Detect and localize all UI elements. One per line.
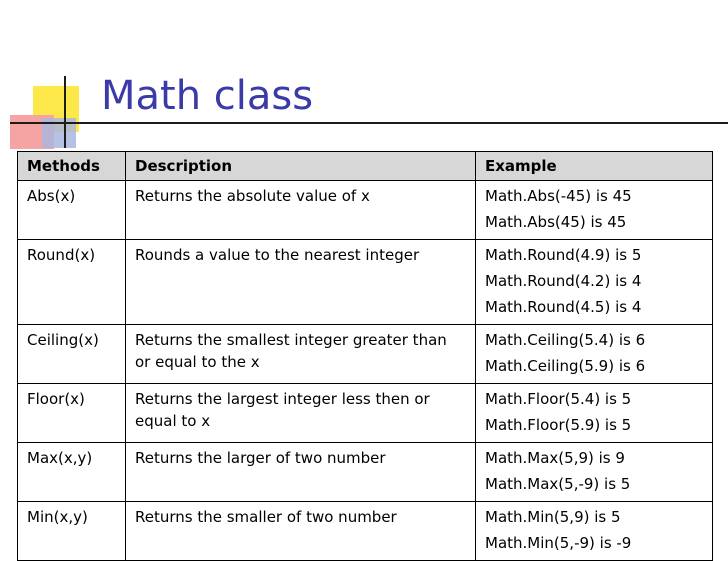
slide-title: Math class xyxy=(101,73,314,119)
description-line: Rounds a value to the nearest integer xyxy=(135,246,420,264)
example-cell xyxy=(476,240,713,325)
example-line: Math.Max(5,-9) is 5 xyxy=(485,475,631,493)
description-line: Returns the larger of two number xyxy=(135,449,386,467)
method-cell: Abs(x) xyxy=(18,181,126,240)
description-line: or equal to the x xyxy=(135,353,260,371)
example-line: Math.Abs(45) is 45 xyxy=(485,213,627,231)
example-cell xyxy=(476,325,713,384)
description-cell xyxy=(126,502,476,561)
method-cell: Ceiling(x) xyxy=(18,325,126,384)
decor-vertical-line xyxy=(64,76,66,148)
description-cell xyxy=(126,181,476,240)
method-cell: Floor(x) xyxy=(18,384,126,443)
example-cell xyxy=(476,443,713,502)
example-line: Math.Abs(-45) is 45 xyxy=(485,187,632,205)
description-cell xyxy=(126,325,476,384)
description-line: Returns the smaller of two number xyxy=(135,508,397,526)
table-row xyxy=(18,384,713,443)
table-row xyxy=(18,443,713,502)
description-line: Returns the absolute value of x xyxy=(135,187,370,205)
description-cell xyxy=(126,240,476,325)
description-cell xyxy=(126,384,476,443)
example-cell xyxy=(476,384,713,443)
example-line: Math.Floor(5.4) is 5 xyxy=(485,390,632,408)
description-line: equal to x xyxy=(135,412,211,430)
table-body xyxy=(18,181,713,561)
example-line: Math.Ceiling(5.9) is 6 xyxy=(485,357,646,375)
description-line: Returns the largest integer less then or xyxy=(135,390,430,408)
example-cell xyxy=(476,181,713,240)
example-line: Math.Round(4.2) is 4 xyxy=(485,272,642,290)
table-row xyxy=(18,502,713,561)
header-description: Description xyxy=(126,152,476,181)
method-cell: Max(x,y) xyxy=(18,443,126,502)
example-line: Math.Round(4.5) is 4 xyxy=(485,298,642,316)
example-line: Math.Ceiling(5.4) is 6 xyxy=(485,331,646,349)
example-line: Math.Floor(5.9) is 5 xyxy=(485,416,632,434)
table-row xyxy=(18,325,713,384)
example-line: Math.Round(4.9) is 5 xyxy=(485,246,642,264)
math-methods-table xyxy=(17,151,713,561)
table-header-row xyxy=(18,152,713,181)
title-underline xyxy=(10,122,728,124)
table-row xyxy=(18,240,713,325)
description-cell xyxy=(126,443,476,502)
example-line: Math.Min(5,-9) is -9 xyxy=(485,534,632,552)
example-line: Math.Min(5,9) is 5 xyxy=(485,508,621,526)
example-cell xyxy=(476,502,713,561)
method-cell: Round(x) xyxy=(18,240,126,325)
table-row xyxy=(18,181,713,240)
example-line: Math.Max(5,9) is 9 xyxy=(485,449,625,467)
header-methods: Methods xyxy=(18,152,126,181)
method-cell: Min(x,y) xyxy=(18,502,126,561)
description-line: Returns the smallest integer greater than xyxy=(135,331,447,349)
header-example: Example xyxy=(476,152,713,181)
